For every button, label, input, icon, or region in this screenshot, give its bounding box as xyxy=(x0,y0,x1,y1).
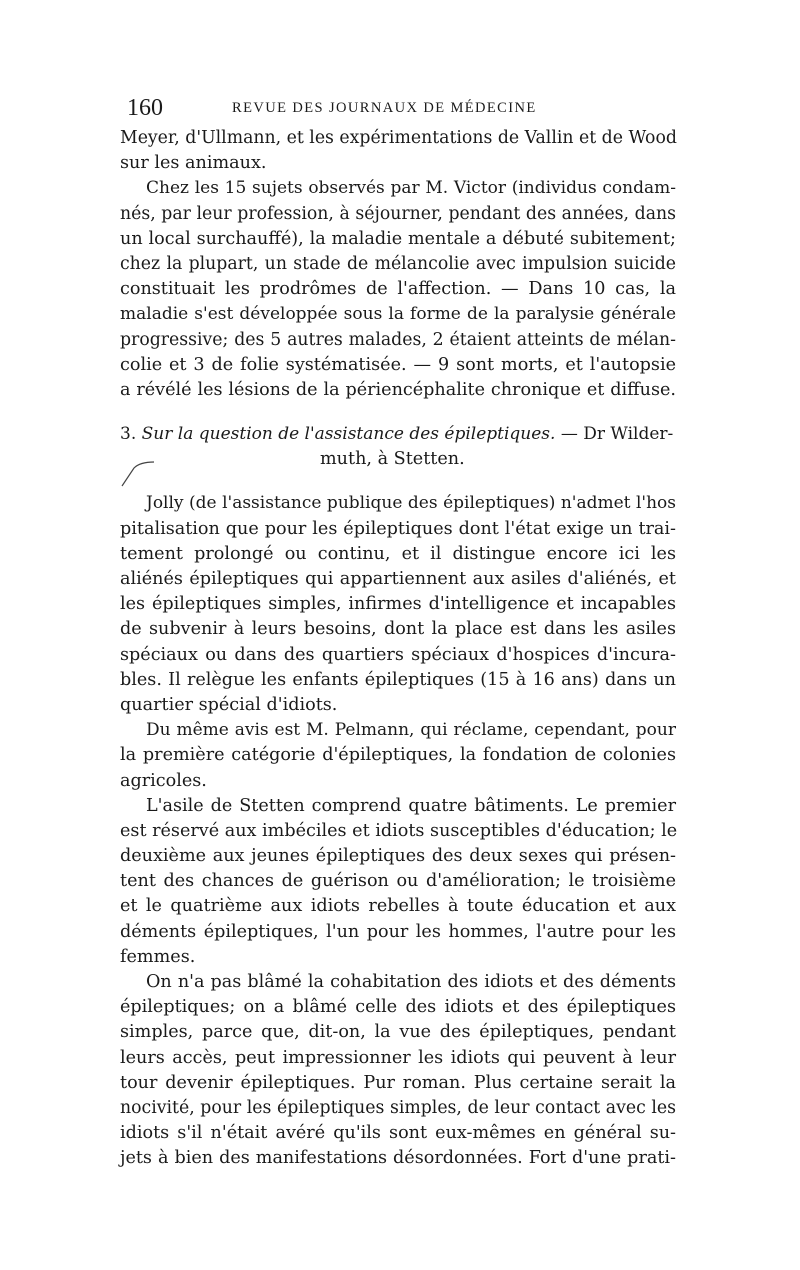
heading-author-continued: muth, à Stetten. xyxy=(320,449,465,470)
text-line: un local surchauffé), la maladie mentale a débuté subitement; xyxy=(120,228,676,249)
heading-number: 3. xyxy=(120,424,137,445)
text-line: Jolly (de l'assistance publique des épileptiques) n'admet l'hos xyxy=(146,493,676,514)
text-line: maladie s'est développée sous la forme de la paralysie générale xyxy=(120,304,676,325)
text-line: femmes. xyxy=(120,946,196,967)
text-line: On n'a pas blâmé la cohabitation des idiots et des déments xyxy=(146,972,676,992)
text-line: tent des chances de guérison ou d'amélioration; le troisième xyxy=(120,871,676,892)
section-heading xyxy=(120,422,676,472)
text-line: Meyer, d'Ullmann, et les expérimentations de Vallin et de Wood xyxy=(120,128,677,148)
text-line: les épileptiques simples, infirmes d'intelligence et incapables xyxy=(120,594,676,615)
text-line: leurs accès, peut impressionner les idiots qui peuvent à leur xyxy=(120,1047,676,1068)
text-line: constituait les prodrômes de l'affection. — Dans 10 cas, la xyxy=(120,279,676,300)
text-line: de subvenir à leurs besoins, dont la place est dans les asiles xyxy=(120,619,676,640)
page-number: 160 xyxy=(127,95,163,121)
paragraph-2 xyxy=(120,176,676,403)
heading-author: — Dr Wilder- xyxy=(560,424,674,445)
text-line: idiots s'il n'était avéré qu'ils sont eux-mêmes en général su- xyxy=(120,1123,676,1144)
text-line: Du même avis est M. Pelmann, qui réclame, cependant, pour xyxy=(146,720,676,741)
text-line: tement prolongé ou continu, et il distingue encore ici les xyxy=(120,543,676,564)
text-line: est réservé aux imbéciles et idiots susceptibles d'éducation; le xyxy=(120,820,678,841)
text-line: épileptiques; on a blâmé celle des idiots et des épileptiques xyxy=(120,997,676,1018)
text-line: quartier spécial d'idiots. xyxy=(120,694,338,715)
text-line: deuxième aux jeunes épileptiques des deux sexes qui présen- xyxy=(120,846,676,867)
text-line: jets à bien des manifestations désordonnées. Fort d'une prati- xyxy=(120,1148,676,1169)
text-line: déments épileptiques, l'un pour les hommes, l'autre pour les xyxy=(120,921,676,942)
text-line: agricoles. xyxy=(120,770,207,791)
text-line: progressive; des 5 autres malades, 2 étaient atteints de mélan- xyxy=(120,329,676,350)
paragraph-1 xyxy=(120,126,676,176)
text-line: colie et 3 de folie systématisée. — 9 sont morts, et l'autopsie xyxy=(120,354,676,375)
text-line: Chez les 15 sujets observés par M. Victor (individus condam- xyxy=(146,178,676,199)
text-line: L'asile de Stetten comprend quatre bâtiments. Le premier xyxy=(146,795,676,816)
text-line: nés, par leur profession, à séjourner, pendant des années, dans xyxy=(120,203,676,224)
heading-title: Sur la question de l'assistance des épileptiques. xyxy=(141,424,556,445)
text-line: tour devenir épileptiques. Pur roman. Plus certaine serait la xyxy=(120,1072,676,1093)
paragraph-5 xyxy=(120,794,676,970)
text-line: simples, parce que, dit-on, la vue des épileptiques, pendant xyxy=(120,1022,676,1043)
paragraph-6 xyxy=(120,970,676,1172)
text-line: spéciaux ou dans des quartiers spéciaux d'hospices d'incura- xyxy=(120,644,676,665)
running-head-title: REVUE DES JOURNAUX DE MÉDECINE xyxy=(232,100,537,116)
text-line: a révélé les lésions de la périencéphalite chronique et diffuse. xyxy=(120,379,676,400)
body-text xyxy=(120,126,676,1172)
text-line: nocivité, pour les épileptiques simples, de leur contact avec les xyxy=(120,1097,676,1118)
text-line: la première catégorie d'épileptiques, la fondation de colonies xyxy=(120,745,676,766)
text-line: et le quatrième aux idiots rebelles à toute éducation et aux xyxy=(120,896,676,917)
running-head xyxy=(127,95,673,119)
text-line: aliénés épileptiques qui appartiennent aux asiles d'aliénés, et xyxy=(120,569,676,589)
paragraph-4 xyxy=(120,718,676,794)
text-line: bles. Il relègue les enfants épileptiques (15 à 16 ans) dans un xyxy=(120,669,676,690)
text-line: chez la plupart, un stade de mélancolie avec impulsion suicide xyxy=(120,253,676,274)
text-line: pitalisation que pour les épileptiques dont l'état exige un trai- xyxy=(120,518,676,539)
heading-line xyxy=(120,422,676,447)
paragraph-3 xyxy=(120,491,676,718)
text-line: sur les animaux. xyxy=(120,153,267,174)
